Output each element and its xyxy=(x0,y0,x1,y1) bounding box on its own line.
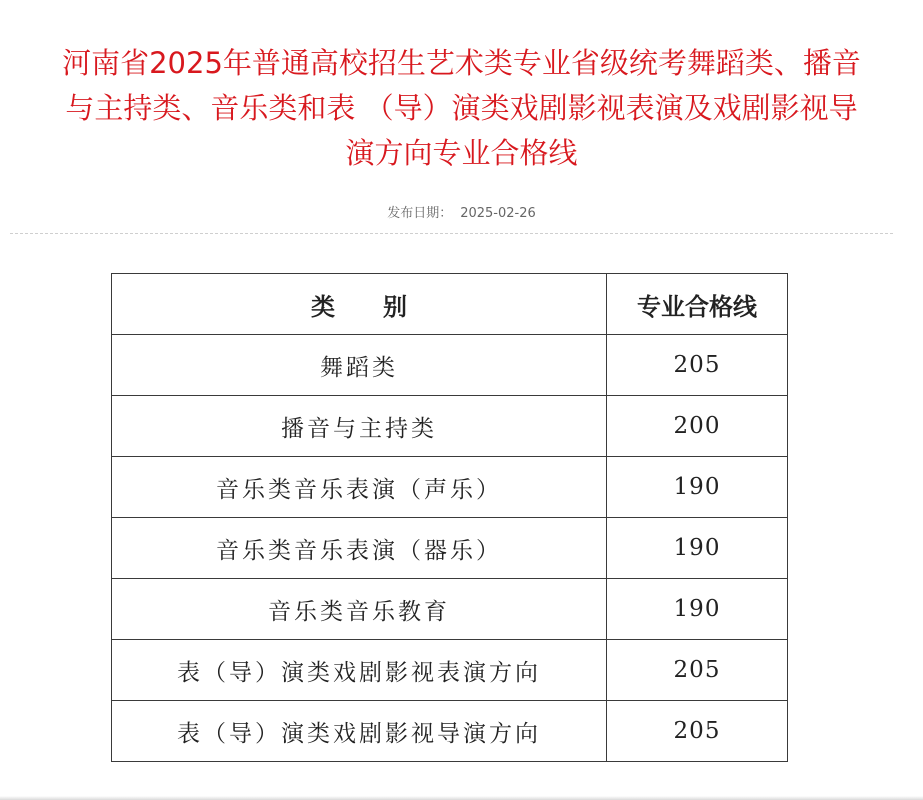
page-title xyxy=(10,41,913,176)
title-line-1: 河南省2025年普通高校招生艺术类专业省级统考舞蹈类、播音 xyxy=(62,46,861,80)
score-cell: 190 xyxy=(607,579,788,640)
category-cell: 表（导）演类戏剧影视表演方向 xyxy=(112,640,607,701)
table-row xyxy=(112,701,788,762)
publish-date-value: 2025-02-26 xyxy=(460,206,536,221)
score-table xyxy=(111,273,788,762)
score-cell: 205 xyxy=(607,640,788,701)
table-header-row xyxy=(112,274,788,335)
score-cell: 190 xyxy=(607,518,788,579)
table-row xyxy=(112,335,788,396)
category-cell: 音乐类音乐教育 xyxy=(112,579,607,640)
score-cell: 205 xyxy=(607,701,788,762)
dashed-divider xyxy=(10,233,893,234)
table-row xyxy=(112,640,788,701)
header-score: 专业合格线 xyxy=(607,274,788,335)
title-line-3: 演方向专业合格线 xyxy=(345,136,578,170)
publish-date-label: 发布日期： xyxy=(387,206,453,221)
title-line-2: 与主持类、音乐类和表 （导）演类戏剧影视表演及戏剧影视导 xyxy=(65,91,858,125)
category-cell: 音乐类音乐表演（声乐） xyxy=(112,457,607,518)
bottom-edge-shadow xyxy=(0,796,923,800)
score-cell: 190 xyxy=(607,457,788,518)
category-cell: 音乐类音乐表演（器乐） xyxy=(112,518,607,579)
header-category: 类 别 xyxy=(112,274,607,335)
category-cell: 舞蹈类 xyxy=(112,335,607,396)
publish-date-row xyxy=(0,202,923,221)
table-row xyxy=(112,396,788,457)
table-row xyxy=(112,518,788,579)
score-cell: 200 xyxy=(607,396,788,457)
score-cell: 205 xyxy=(607,335,788,396)
table-row xyxy=(112,457,788,518)
category-cell: 表（导）演类戏剧影视导演方向 xyxy=(112,701,607,762)
category-cell: 播音与主持类 xyxy=(112,396,607,457)
table-row xyxy=(112,579,788,640)
